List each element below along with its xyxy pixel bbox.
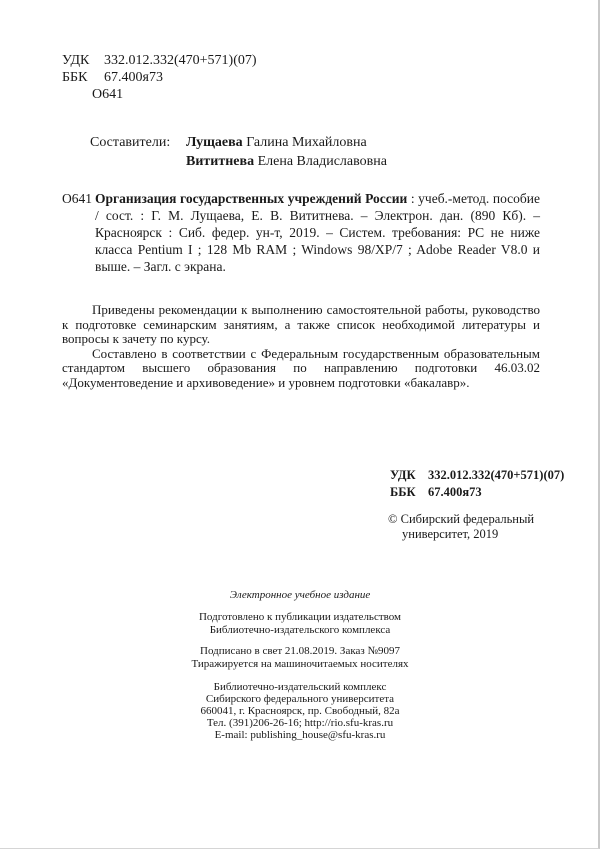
bibliographic-description: : учеб.-метод. пособие / сост. : Г. М. Лущаева, Е. В. Вититнева. – Электрон. дан. (890 Кб). – Красноярск : Сиб. федер. ун-т, 2019. – Систем. требования: PC не ниже класса Pentium I ; 128 Mb RAM ; Windows 98/XP/7 ; Adobe Reader V8.0 и выше. – Загл. с экрана. [95, 191, 540, 274]
udc-line [62, 52, 257, 69]
bbk-line-right [390, 484, 564, 501]
edition-type: Электронное учебное издание [229, 589, 371, 601]
standard-paragraph: Составлено в соответствии с Федеральным государственным образовательным стандартом высшего образования по направлению подготовки 46.03.02 «Документоведение и архивоведение» и уровнем подготовки «бакалавр». [62, 345, 540, 390]
bbk-line [62, 69, 257, 86]
compiler-name: Елена Владиславовна [254, 154, 387, 169]
publisher-block [0, 681, 600, 741]
bbk-number: 67.400я73 [428, 485, 482, 499]
compiler-surname: Лущаева [186, 135, 243, 150]
publisher-phone-url-line: Тел. (391)206-26-16; http://rio.sfu-kras.ru [206, 717, 394, 729]
compiler-name: Галина Михайловна [242, 135, 367, 150]
compilers-line-1 [90, 133, 387, 152]
udc-label: УДК [62, 53, 90, 68]
bbk-number: 67.400я73 [104, 70, 163, 85]
author-sign-code: О641 [62, 191, 92, 206]
bibliographic-text [95, 190, 540, 275]
bbk-label: ББК [390, 485, 416, 499]
compilers-label: Составители: [90, 135, 171, 150]
udc-number: 332.012.332(470+571)(07) [104, 53, 257, 68]
prepared-line: Библиотечно-издательского комплекса [209, 623, 391, 636]
copyright-notice [388, 512, 534, 542]
udc-number: 332.012.332(470+571)(07) [428, 468, 565, 482]
prepared-line: Подготовлено к публикации издательством [198, 611, 402, 623]
author-sign: О641 [92, 87, 124, 102]
copyright-line-2: университет, 2019 [402, 527, 499, 541]
udc-line-right [390, 467, 564, 484]
print-info-line: Тиражируется на машиночитаемых носителях [191, 657, 409, 670]
bbk-label: ББК [62, 70, 88, 85]
udc-label: УДК [390, 468, 416, 482]
publisher-name-line: Сибирского федерального университета [205, 693, 395, 705]
publisher-address-line: 660041, г. Красноярск, пр. Свободный, 82а [200, 705, 400, 717]
bibliographic-record [62, 190, 540, 275]
abstract-paragraph: Приведены рекомендации к выполнению самостоятельной работы, руководство к подготовке семинарским занятиям, а также список необходимой литературы и вопросы к зачету по курсу. [62, 302, 540, 346]
publisher-email-line: E-mail: publishing_house@sfu-kras.ru [214, 729, 386, 741]
compiler-surname: Вититнева [186, 154, 255, 169]
compilers-line-2 [186, 152, 387, 171]
publisher-name-line: Библиотечно-издательский комплекс [213, 681, 387, 693]
print-info-block [0, 645, 600, 670]
classification-block [62, 52, 257, 103]
compilers-block [90, 133, 387, 171]
book-title: Организация государственных учреждений России [95, 191, 408, 206]
prepared-by-block [0, 611, 600, 636]
copyright-line-1: © Сибирский федеральный [388, 512, 535, 526]
classification-block-right [390, 467, 564, 501]
print-info-line: Подписано в свет 21.08.2019. Заказ №9097 [200, 645, 400, 657]
abstract-block [62, 303, 540, 390]
